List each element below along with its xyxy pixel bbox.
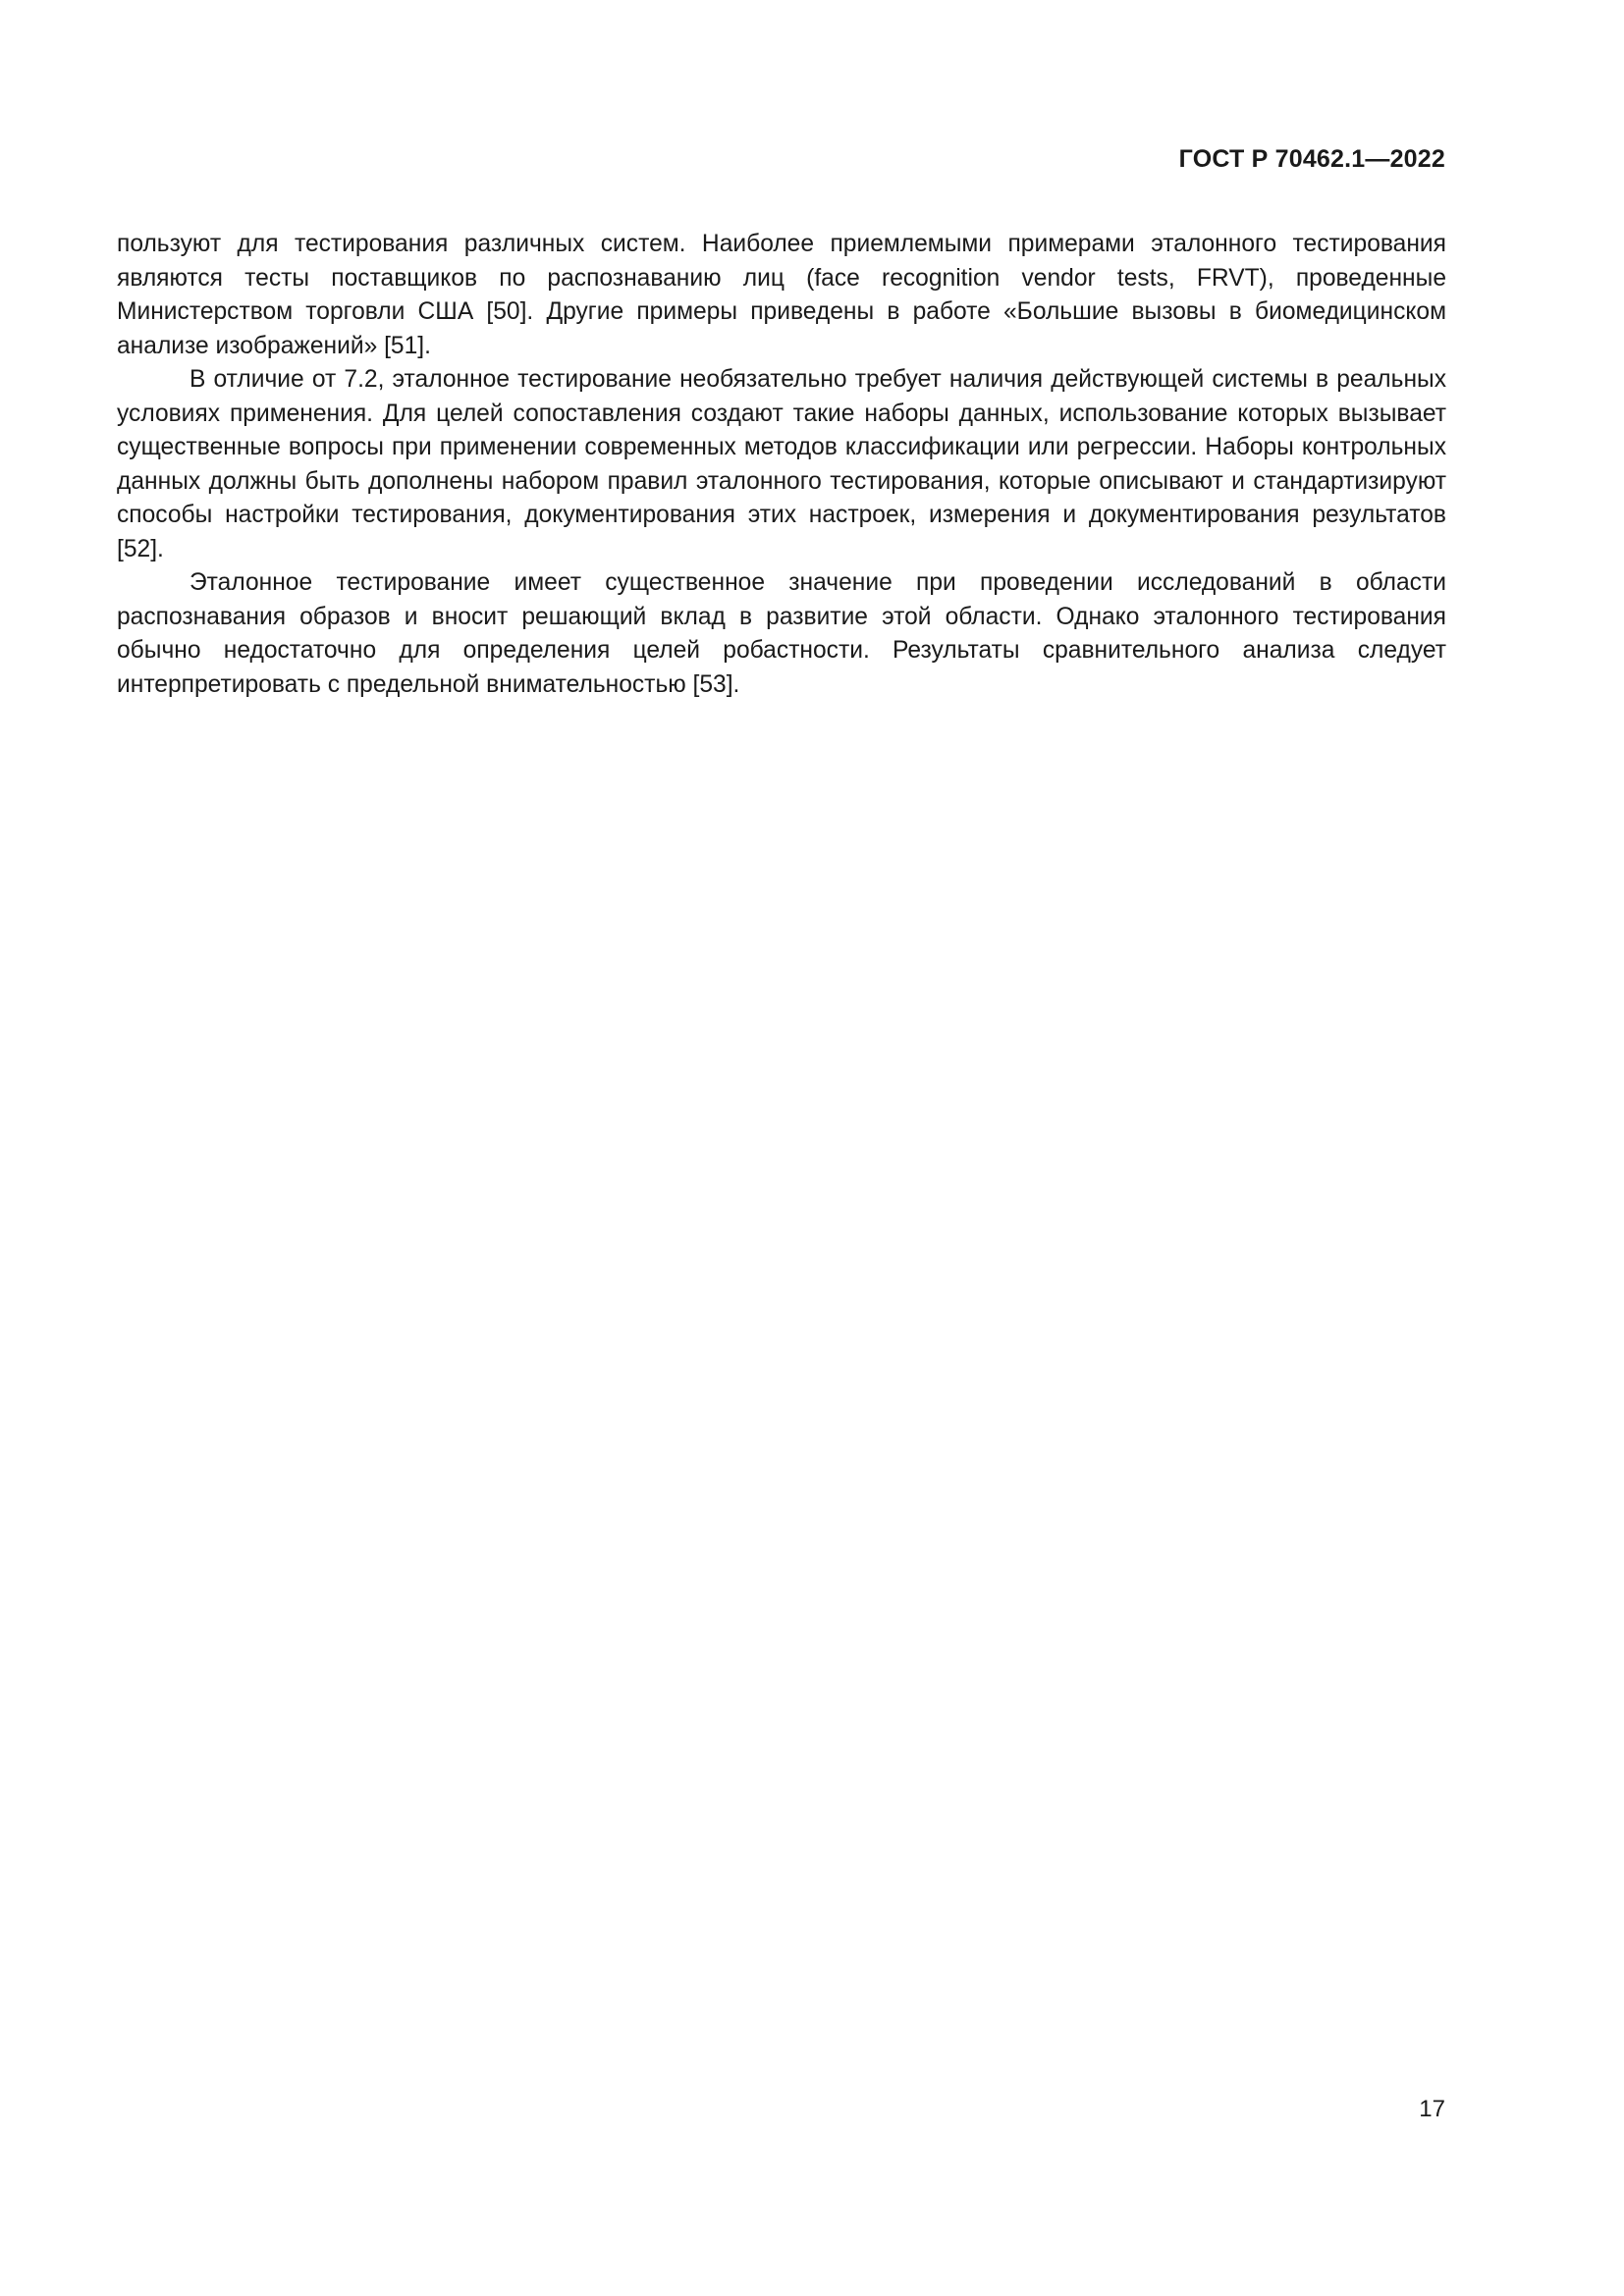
page-number: 17 bbox=[1419, 2096, 1445, 2122]
paragraph-benchmark-importance: Эталонное тестирование имеет существенное значение при проведении исследований в области распознавания образов и вносит решающий вклад в развитие этой области. Однако эталонного тестирования обычно недостаточно для определения целей робастности. Результаты сравнительного анализа следует интерпретировать с предельной внимательностью [53]. bbox=[117, 569, 1446, 698]
paragraph-benchmark-datasets: В отличие от 7.2, эталонное тестирование необязательно требует наличия действующей системы в реальных условиях применения. Для целей сопоставления создают такие наборы данных, использование которых вызывает существенные вопросы при применении современных методов классификации или регрессии. Наборы контрольных данных должны быть дополнены набором правил эталонного тестирования, которые описывают и стандартизируют способы настройки тестирования, документирования этих настроек, измерения и документирования результатов [52]. bbox=[117, 366, 1446, 562]
paragraph-continuation: пользуют для тестирования различных систем. Наиболее приемлемыми примерами эталонного тестирования являются тесты поставщиков по распознаванию лиц (face recognition vendor tests, FRVT), проведенные Министерством торговли США [50]. Другие примеры приведены в работе «Большие вызовы в биомедицинском анализе изображений» [51]. bbox=[117, 231, 1446, 359]
standard-header: ГОСТ Р 70462.1—2022 bbox=[1178, 145, 1445, 173]
body-text bbox=[117, 228, 1446, 702]
